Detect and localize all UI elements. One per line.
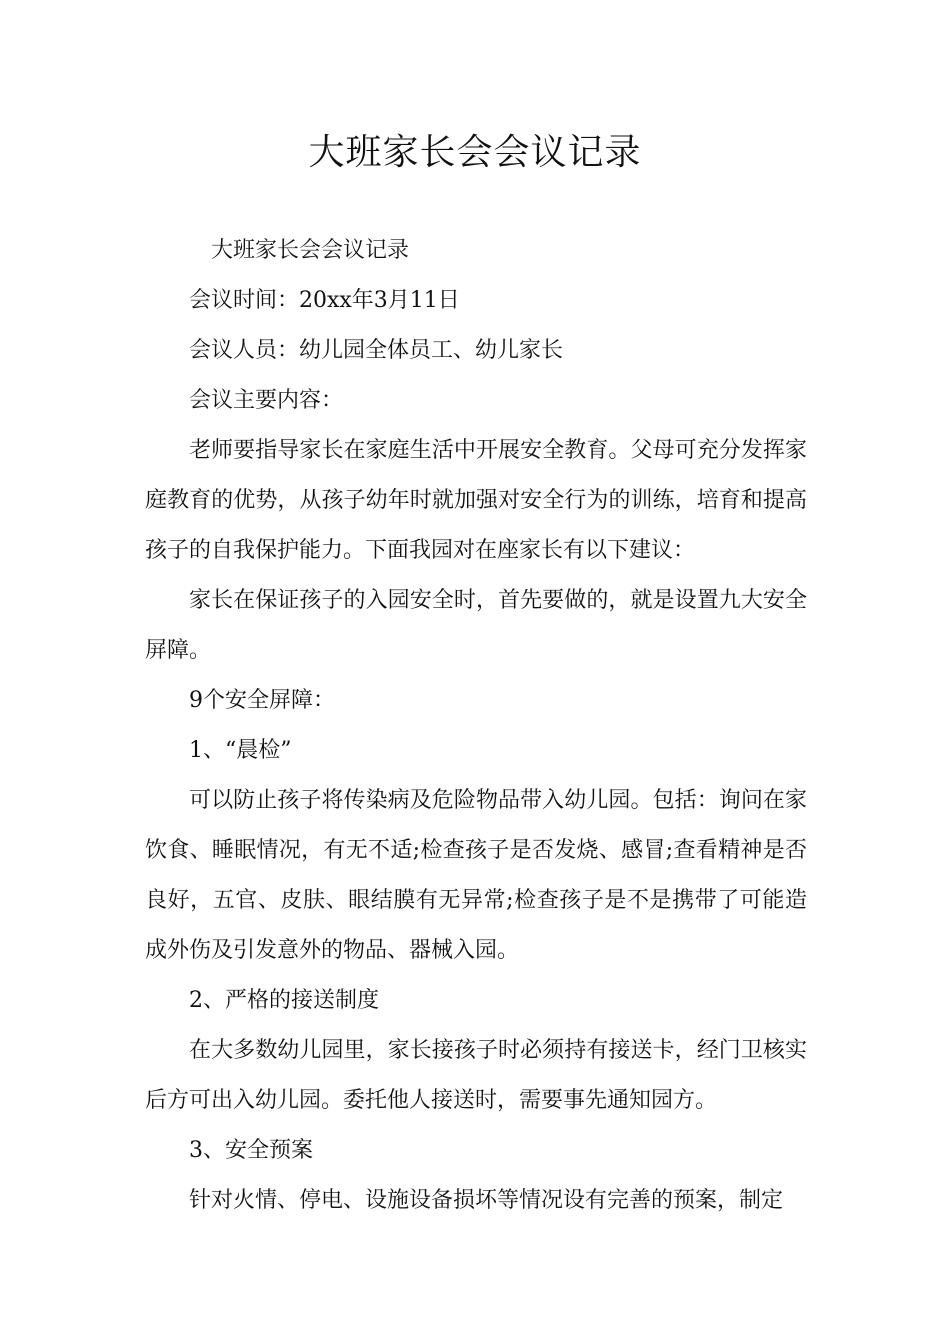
list-item-heading: 2、严格的接送制度 [189, 988, 379, 1013]
body-paragraph: 家长在保证孩子的入园安全时，首先要做的，就是设置九大安全屏障。 [145, 588, 807, 663]
meeting-content-heading: 会议主要内容： [189, 388, 344, 413]
document-body [145, 226, 807, 1226]
section-heading: 9个安全屏障： [189, 688, 335, 713]
list-item-heading: 1、“晨检” [189, 738, 292, 763]
document-title: 大班家长会会议记录 [308, 132, 642, 173]
meeting-attendees-paragraph: 会议人员：幼儿园全体员工、幼儿家长 [189, 338, 564, 363]
list-item-heading: 3、安全预案 [189, 1138, 313, 1163]
body-paragraph: 可以防止孩子将传染病及危险物品带入幼儿园。包括：询问在家饮食、睡眠情况，有无不适;检查孩子是否发烧、感冒;查看精神是否良好，五官、皮肤、眼结膜有无异常;检查孩子是不是携带了可能造成外伤及引发意外的物品、器械入园。 [145, 788, 807, 963]
meeting-time-paragraph: 会议时间：20xx年3月11日 [189, 288, 460, 313]
body-paragraph: 在大多数幼儿园里，家长接孩子时必须持有接送卡，经门卫核实后方可出入幼儿园。委托他人接送时，需要事先通知园方。 [145, 1038, 807, 1113]
subtitle-paragraph: 大班家长会会议记录 [211, 238, 410, 263]
body-paragraph: 针对火情、停电、设施设备损坏等情况设有完善的预案，制定 [189, 1188, 784, 1213]
body-paragraph: 老师要指导家长在家庭生活中开展安全教育。父母可充分发挥家庭教育的优势，从孩子幼年时就加强对安全行为的训练，培育和提高孩子的自我保护能力。下面我园对在座家长有以下建议： [145, 438, 807, 563]
